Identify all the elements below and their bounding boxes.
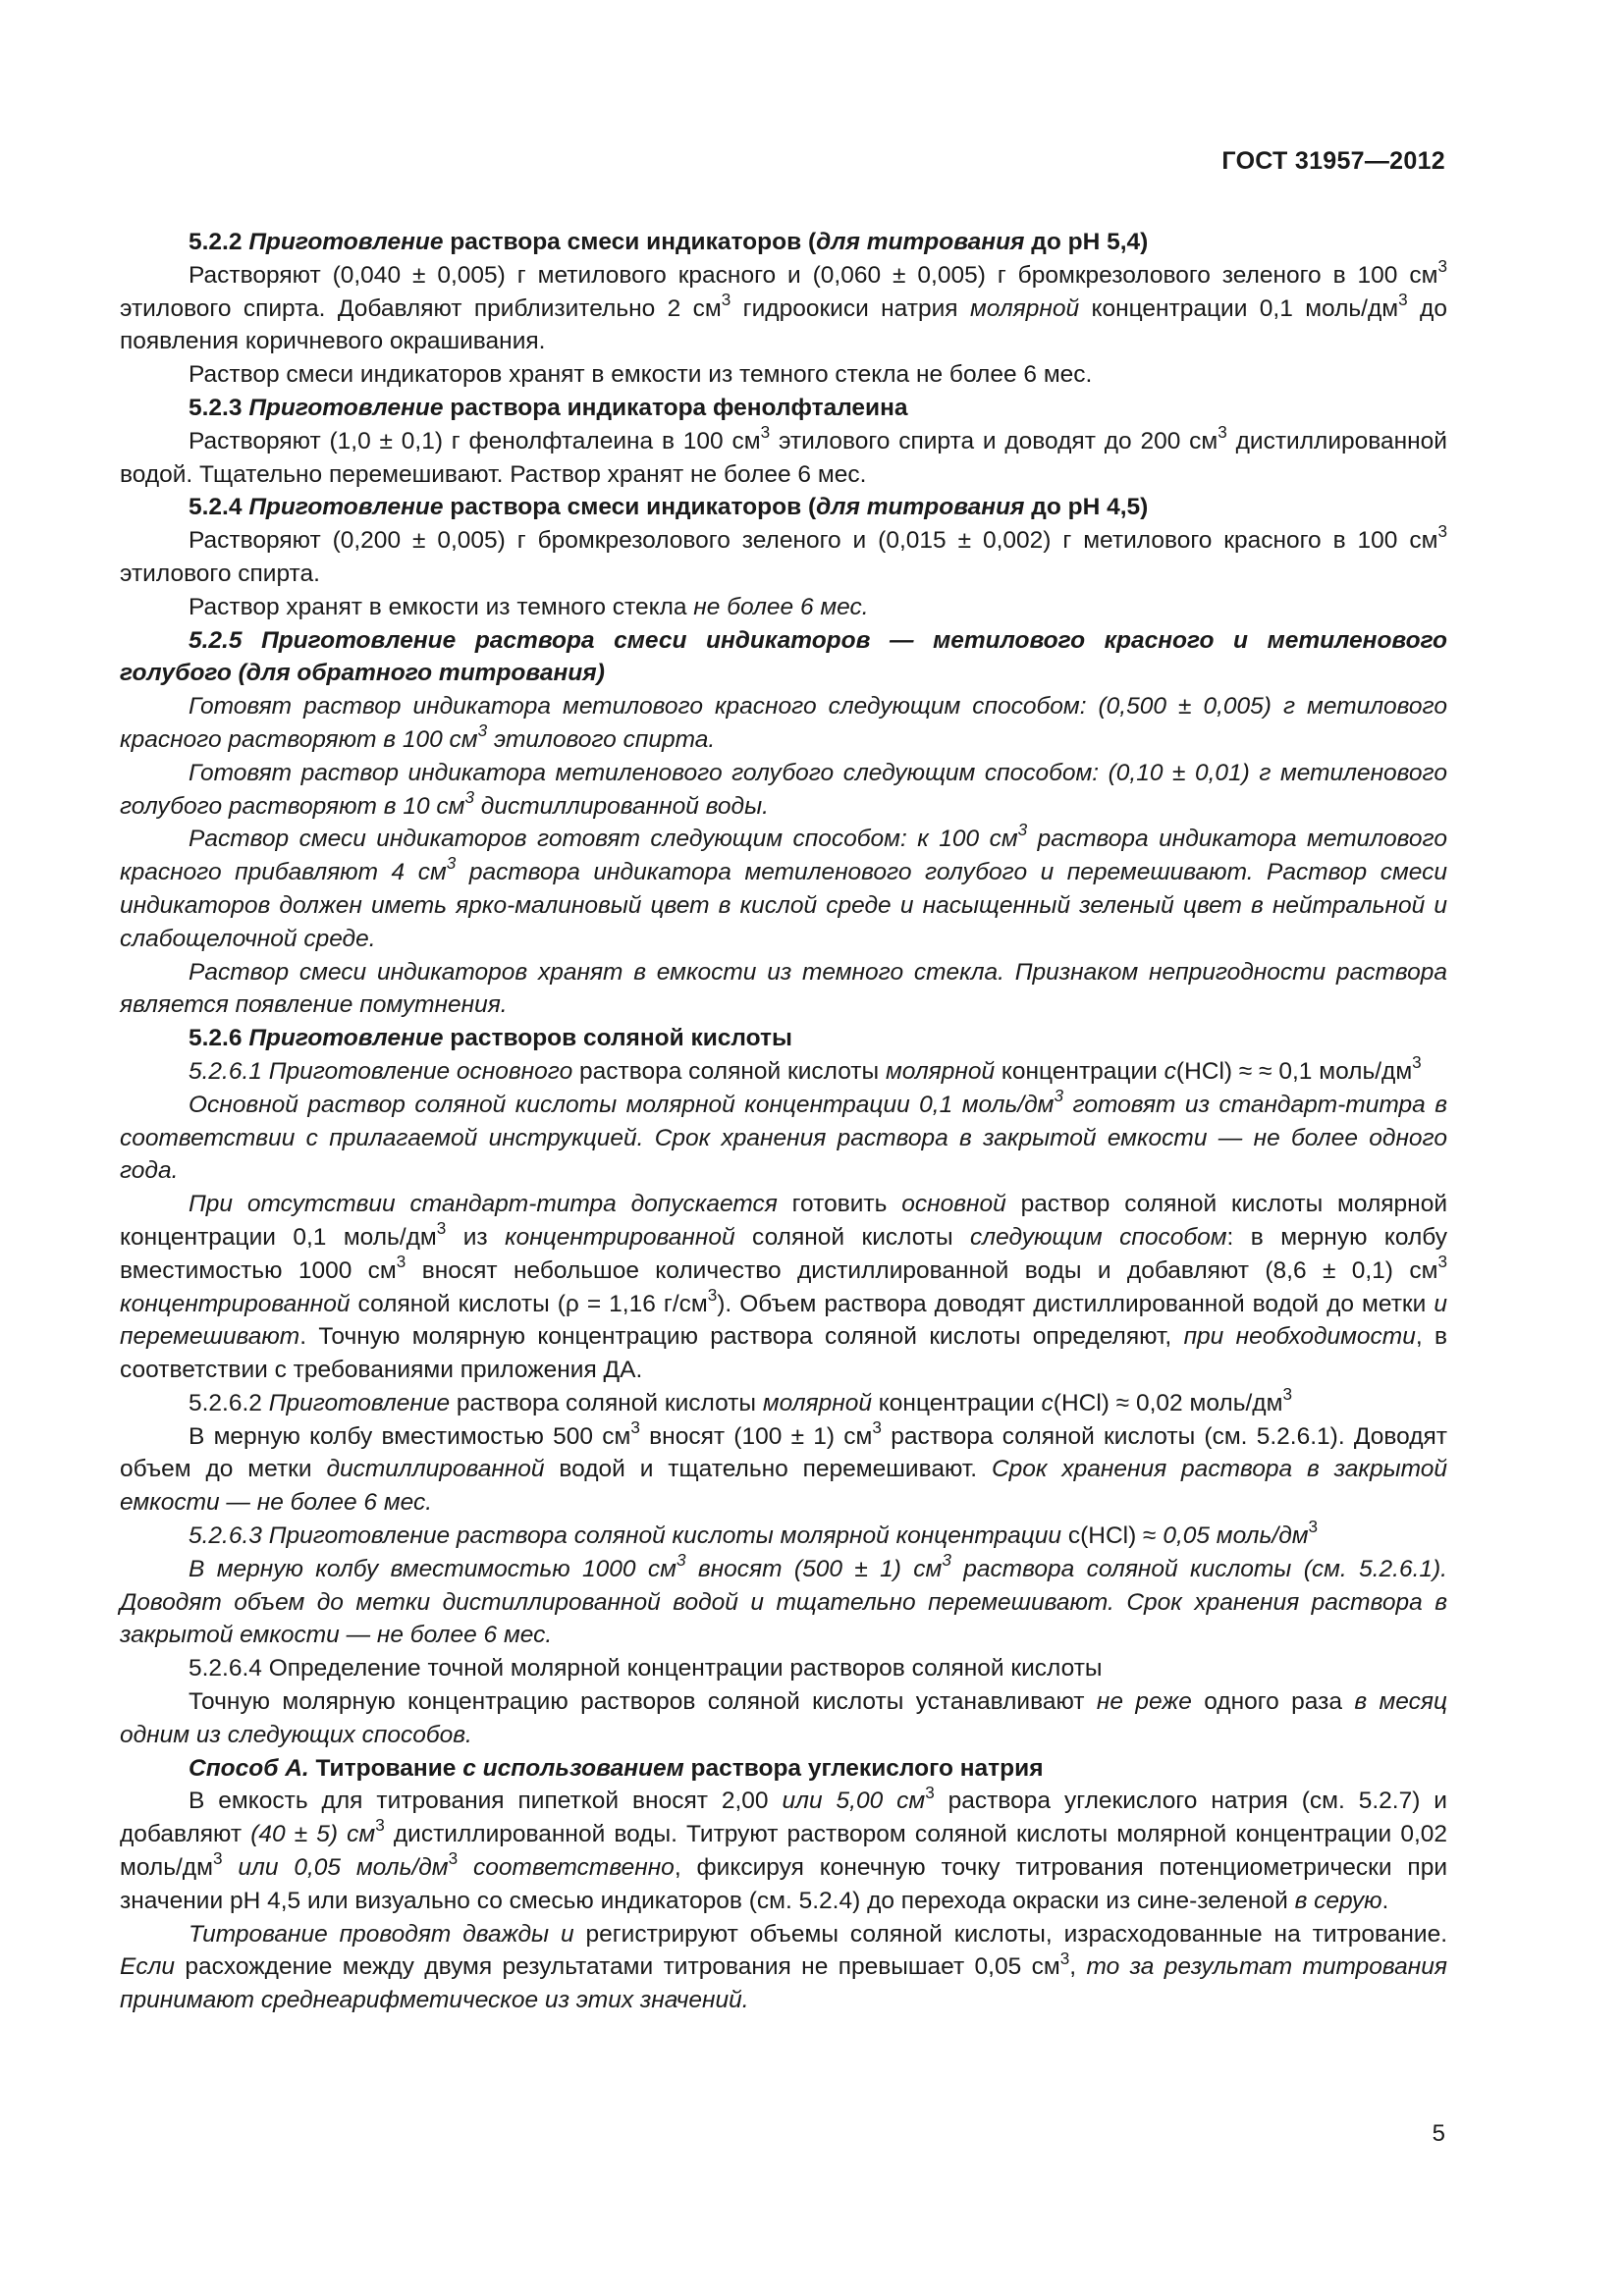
subsection-heading-5-2-6-3: 5.2.6.3 Приготовление раствора соляной кислоты молярной концентрации с(HCl) ≈ 0,05 моль/$дм^3$ [189,1517,1319,1550]
paragraph: Растворяют (0,200 ± 0,005) г бромкрезолового зеленого и (0,015 ± 0,002) г метилового красного в 100 $см^3$ этилового спирта. [120,521,1447,587]
paragraph: Раствор смеси индикаторов хранят в емкости из темного стекла не более 6 мес. [189,361,1093,389]
paragraph: В мерную колбу вместимостью 500 $см^3$ вносят (100 ± 1) $см^3$ раствора соляной кислоты (см. 5.2.6.1). Доводят объем до метки дистиллированной водой и тщательно перемешивают. Срок хранения раствора в закрытой емкости — не более 6 мес. [120,1416,1447,1517]
subsection-heading-5-2-6-4: 5.2.6.4 Определение точной молярной концентрации растворов соляной кислоты [189,1655,1103,1682]
paragraph: Готовят раствор индикатора метиленового голубого следующим способом: (0,10 ± 0,01) г метиленового голубого растворяют в 10 $см^3$ дистиллированной воды. [120,759,1447,820]
section-heading-5-2-6: 5.2.6 Приготовление растворов соляной кислоты [189,1025,792,1052]
method-a-heading: Способ А. Титрование с использованием раствора углекислого натрия [189,1754,1044,1782]
paragraph: Готовят раствор индикатора метилового красного следующим способом: (0,500 ± 0,005) г метилового красного растворяют в 100 $см^3$ этилового спирта. [120,693,1447,753]
section-heading-5-2-4: 5.2.4 Приготовление раствора смеси индикаторов (для титрования до pH 4,5) [189,494,1149,521]
paragraph: При отсутствии стандарт-титра допускается готовить основной раствор соляной кислоты молярной концентрации 0,1 моль/$дм^3$ из концентрированной соляной кислоты следующим способом: в мерную колбу вместимостью 1000 $см^3$ вносят небольшое количество дистиллированной воды и добавляют (8,6 ± 0,1) $см^3$ концентрированной соляной кислоты (ρ = 1,16 $г/см^3$). Объем раствора доводят дистиллированной водой до метки и перемешивают. Точную молярную концентрацию раствора соляной кислоты определяют, при необходимости, в соответствии с требованиями приложения ДА. [120,1191,1448,1384]
section-heading-5-2-2: 5.2.2 Приготовление раствора смеси индикаторов (для титрования до pH 5,4) [189,229,1149,255]
subsection-heading-5-2-6-1: 5.2.6.1 Приготовление основного раствора соляной кислоты молярной концентрации с(HCl) ≈ ≈ 0,1 моль/$дм^3$ [189,1052,1422,1085]
paragraph: В мерную колбу вместимостью 1000 $см^3$ вносят (500 ± 1) $см^3$ раствора соляной кислоты (см. 5.2.6.1). Доводят объем до метки дистиллированной водой и тщательно перемешивают. Срок хранения раствора в закрытой емкости — не более 6 мес. [120,1550,1447,1649]
document-body [120,226,1447,2017]
paragraph: Растворяют (0,040 ± 0,005) г метилового красного и (0,060 ± 0,005) г бромкрезолового зеленого в 100 $см^3$ этилового спирта. Добавляют приблизительно 2 $см^3$ гидроокиси натрия молярной концентрации 0,1 моль/$дм^3$ до появления коричневого окрашивания. [120,255,1447,355]
paragraph: В емкость для титрования пипеткой вносят 2,00 или 5,00 $см^3$ раствора углекислого натрия (см. 5.2.7) и добавляют (40 ± 5) $см^3$ дистиллированной воды. Титруют раствором соляной кислоты молярной концентрации 0,02 моль/$дм^3$ или 0,05 моль/$дм^3$ соответственно, фиксируя конечную точку титрования потенциометрически при значении pH 4,5 или визуально со смесью индикаторов (см. 5.2.4) до перехода окраски из сине-зеленой в серую. [120,1782,1447,1914]
subsection-heading-5-2-6-2: 5.2.6.2 Приготовление раствора соляной кислоты молярной концентрации с(HCl) ≈ 0,02 моль/$дм^3$ [189,1384,1292,1416]
paragraph: Точную молярную концентрацию растворов соляной кислоты устанавливают не реже одного раза в месяц одним из следующих способов. [120,1688,1447,1748]
section-heading-5-2-5: 5.2.5 Приготовление раствора смеси индикаторов — метилового красного и метиленового голубого (для обратного титрования) [120,626,1447,687]
paragraph: Основной раствор соляной кислоты молярной концентрации 0,1 моль/$дм^3$ готовят из стандарт-титра в соответствии с прилагаемой инструкцией. Срок хранения раствора в закрытой емкости — не более одного года. [120,1085,1447,1185]
section-heading-5-2-3: 5.2.3 Приготовление раствора индикатора фенолфталеина [189,394,908,421]
paragraph: Раствор хранят в емкости из темного стекла не более 6 мес. [189,593,869,620]
page-number: 5 [1432,2120,1445,2147]
paragraph: Раствор смеси индикаторов хранят в емкости из темного стекла. Признаком непригодности раствора является появление помутнения. [120,958,1447,1019]
paragraph: Растворяют (1,0 ± 0,1) г фенолфталеина в 100 $см^3$ этилового спирта и доводят до 200 $см^3$ дистиллированной водой. Тщательно перемешивают. Раствор хранят не более 6 мес. [120,421,1447,488]
paragraph: Раствор смеси индикаторов готовят следующим способом: к 100 $см^3$ раствора индикатора метилового красного прибавляют 4 $см^3$ раствора индикатора метиленового голубого и перемешивают. Раствор смеси индикаторов должен иметь ярко-малиновый цвет в кислой среде и насыщенный зеленый цвет в нейтральной и слабощелочной среде. [120,820,1447,952]
document-header: ГОСТ 31957—2012 [1221,147,1445,175]
paragraph: Титрование проводят дважды и регистрируют объемы соляной кислоты, израсходованные на титрование. Если расхождение между двумя результатами титрования не превышает 0,05 $см^3$, то за результат титрования принимают среднеарифметическое из этих значений. [120,1920,1448,2014]
